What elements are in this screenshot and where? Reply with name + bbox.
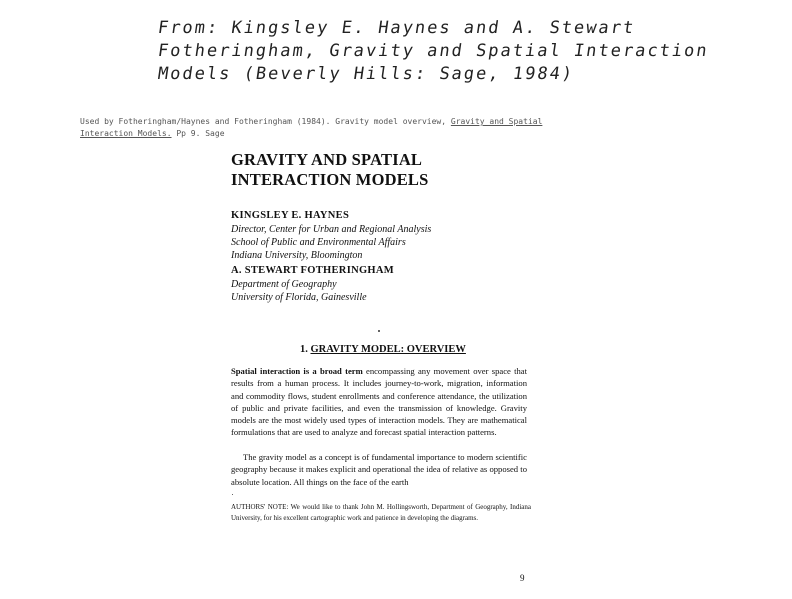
stray-mark bbox=[232, 494, 233, 495]
author-name-2: A. STEWART FOTHERINGHAM bbox=[231, 265, 394, 276]
affiliation-line: University of Florida, Gainesville bbox=[231, 292, 367, 303]
section-heading bbox=[300, 344, 466, 355]
citation-suffix: Pp 9. Sage bbox=[176, 129, 225, 138]
paragraph-text: encompassing any movement over space that results from a human process. It includes journey-to-work, migration, information and commodity flows, student enrollments and conference attendance, the utilization of public and private facilities, and even the transmission of knowledge. Gravity models are the most widely used types of interaction models. They are mathematical formulations that are used to analyze and forecast spatial interaction patterns. bbox=[231, 366, 527, 438]
handwritten-note-line-1: From: Kingsley E. Haynes and A. Stewart bbox=[156, 18, 637, 38]
page-number: 9 bbox=[520, 573, 525, 583]
affiliation-line: Department of Geography bbox=[231, 279, 337, 290]
stray-mark bbox=[378, 330, 380, 332]
affiliation-line: Director, Center for Urban and Regional Analysis bbox=[231, 224, 432, 235]
affiliation-line: Indiana University, Bloomington bbox=[231, 250, 363, 261]
affiliation-line: School of Public and Environmental Affairs bbox=[231, 237, 406, 248]
citation-prefix: Used by Fotheringham/Haynes and Fotheringham (1984). Gravity model overview, bbox=[80, 117, 447, 126]
section-title: GRAVITY MODEL: OVERVIEW bbox=[310, 344, 466, 355]
handwritten-note-line-3: Models (Beverly Hills: Sage, 1984) bbox=[156, 64, 576, 84]
section-number: 1. bbox=[300, 344, 308, 355]
body-paragraph-2: The gravity model as a concept is of fundamental importance to modern scientific geography because it makes explicit and operational the idea of relative as opposed to absolute location. All things on the face of the earth bbox=[231, 452, 527, 487]
authors-note-footnote: AUTHORS' NOTE: We would like to thank John M. Hollingsworth, Department of Geography, Indiana University, for his excellent cartographic work and patience in developing the diagrams. bbox=[231, 503, 531, 522]
author-affiliation-1 bbox=[231, 223, 431, 262]
paper-title bbox=[231, 150, 429, 190]
handwritten-note-line-2: Fotheringham, Gravity and Spatial Interaction bbox=[156, 41, 710, 61]
paper-title-line-2: INTERACTION MODELS bbox=[231, 170, 429, 189]
author-affiliation-2 bbox=[231, 278, 367, 304]
author-name-1: KINGSLEY E. HAYNES bbox=[231, 210, 350, 221]
body-paragraph-1 bbox=[231, 365, 527, 439]
citation-book-title: Gravity and Spatial Interaction Models. bbox=[80, 117, 543, 138]
paragraph-lead: Spatial interaction is a broad term bbox=[231, 366, 363, 376]
citation-stamp bbox=[80, 116, 600, 140]
paper-title-line-1: GRAVITY AND SPATIAL bbox=[231, 150, 423, 169]
